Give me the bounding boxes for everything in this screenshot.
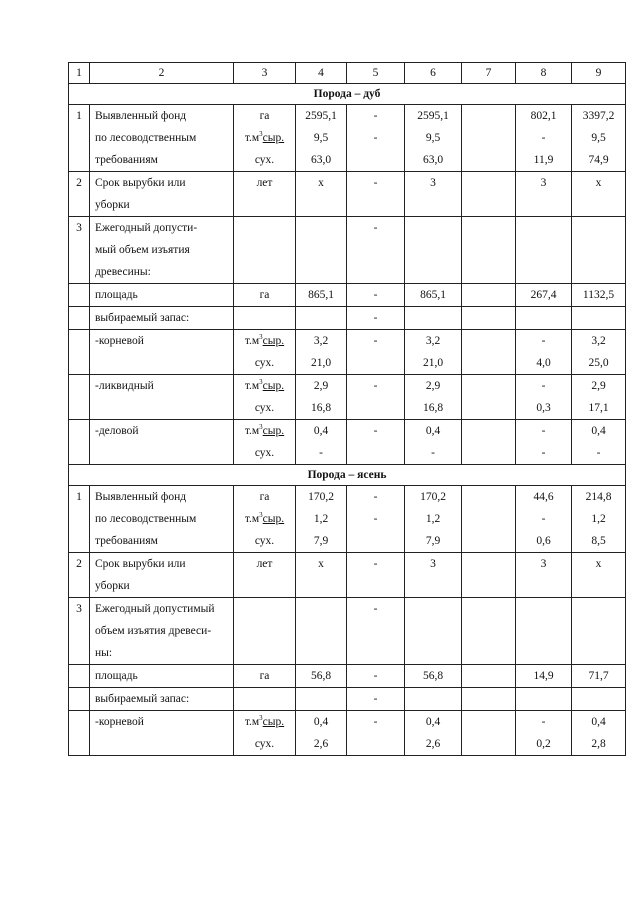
row-name: -деловой [90, 420, 234, 465]
value-cell: 3 [516, 553, 572, 598]
row-name: -корневой [90, 330, 234, 375]
value-cell: 1132,5 [572, 284, 626, 307]
value-cell: 3397,2 9,5 74,9 [572, 105, 626, 172]
value-cell: - [347, 284, 405, 307]
forest-fund-table [68, 62, 626, 756]
value-cell: 3 [405, 172, 462, 217]
value-cell: 2595,1 9,5 63,0 [405, 105, 462, 172]
value-cell: 267,4 [516, 284, 572, 307]
unit-cell: га $т.м^3сыр$. сух. [234, 105, 296, 172]
value-cell [462, 105, 516, 172]
value-cell [462, 486, 516, 553]
unit-cell: $т.м^3сыр$. сух. [234, 420, 296, 465]
section-oak-header [69, 84, 626, 105]
value-cell: - [347, 711, 405, 756]
col-header-5: 5 [347, 63, 405, 84]
row-number: 1 [69, 486, 90, 553]
table-row [69, 217, 626, 284]
value-cell: х [296, 553, 347, 598]
table-row [69, 284, 626, 307]
value-cell: 865,1 [296, 284, 347, 307]
value-cell: - [347, 217, 405, 284]
col-header-2: 2 [90, 63, 234, 84]
value-cell: 865,1 [405, 284, 462, 307]
value-cell: 44,6 - 0,6 [516, 486, 572, 553]
table-row [69, 553, 626, 598]
value-cell: х [572, 553, 626, 598]
row-name: выбираемый запас: [90, 688, 234, 711]
table-row [69, 665, 626, 688]
row-number: 3 [69, 217, 90, 284]
value-cell: - [347, 375, 405, 420]
col-header-1: 1 [69, 63, 90, 84]
row-name: Ежегодный допустимый объем изъятия древеси- ны: [90, 598, 234, 665]
value-cell: - [347, 688, 405, 711]
value-cell: 14,9 [516, 665, 572, 688]
value-cell: 3,2 21,0 [405, 330, 462, 375]
value-cell: 0,4 - [405, 420, 462, 465]
value-cell: 170,2 1,2 7,9 [405, 486, 462, 553]
value-cell: - - [516, 420, 572, 465]
unit-cell: лет [234, 172, 296, 217]
value-cell: 0,4 2,8 [572, 711, 626, 756]
table-row [69, 330, 626, 375]
table-row [69, 688, 626, 711]
col-header-3: 3 [234, 63, 296, 84]
value-cell: 0,4 - [572, 420, 626, 465]
value-cell: - 0,3 [516, 375, 572, 420]
value-cell: - [347, 420, 405, 465]
table-row [69, 105, 626, 172]
table-row [69, 420, 626, 465]
col-header-4: 4 [296, 63, 347, 84]
table-row [69, 375, 626, 420]
unit-cell: $т.м^3сыр$. сух. [234, 330, 296, 375]
row-name: -корневой [90, 711, 234, 756]
row-name: площадь [90, 284, 234, 307]
value-cell: 71,7 [572, 665, 626, 688]
table-row [69, 711, 626, 756]
value-cell: - - [347, 486, 405, 553]
unit-cell: $т.м^3сыр$. сух. [234, 375, 296, 420]
unit-cell: $т.м^3сыр$. сух. [234, 711, 296, 756]
unit-cell: га $т.м^3сыр$. сух. [234, 486, 296, 553]
value-cell: 3 [516, 172, 572, 217]
value-cell: 0,4 - [296, 420, 347, 465]
row-name: выбираемый запас: [90, 307, 234, 330]
value-cell: 2,9 16,8 [405, 375, 462, 420]
value-cell: 56,8 [296, 665, 347, 688]
col-header-9: 9 [572, 63, 626, 84]
row-number: 1 [69, 105, 90, 172]
value-cell: 3,2 21,0 [296, 330, 347, 375]
section-ash-header [69, 465, 626, 486]
value-cell: 2,9 16,8 [296, 375, 347, 420]
row-name: Выявленный фонд по лесоводственным требованиям [90, 105, 234, 172]
value-cell: 802,1 - 11,9 [516, 105, 572, 172]
value-cell: - [347, 172, 405, 217]
value-cell: - [347, 665, 405, 688]
row-number: 3 [69, 598, 90, 665]
value-cell: - - [347, 105, 405, 172]
row-name: Выявленный фонд по лесоводственным требованиям [90, 486, 234, 553]
row-name: Срок вырубки или уборки [90, 172, 234, 217]
table-row [69, 598, 626, 665]
unit-cell: га [234, 665, 296, 688]
row-name: площадь [90, 665, 234, 688]
col-header-6: 6 [405, 63, 462, 84]
value-cell: х [296, 172, 347, 217]
value-cell: - 4,0 [516, 330, 572, 375]
value-cell: 2595,1 9,5 63,0 [296, 105, 347, 172]
unit-cell: лет [234, 553, 296, 598]
column-header-row [69, 63, 626, 84]
section-title: Порода – ясень [69, 465, 626, 486]
table-row [69, 172, 626, 217]
value-cell: - 0,2 [516, 711, 572, 756]
value-cell: - [347, 553, 405, 598]
value-cell: 3 [405, 553, 462, 598]
row-number: 2 [69, 553, 90, 598]
table-row [69, 307, 626, 330]
row-number: 2 [69, 172, 90, 217]
value-cell: 2,9 17,1 [572, 375, 626, 420]
value-cell: - [347, 330, 405, 375]
row-name: Ежегодный допусти- мый объем изъятия древесины: [90, 217, 234, 284]
value-cell: 214,8 1,2 8,5 [572, 486, 626, 553]
value-cell: х [572, 172, 626, 217]
col-header-7: 7 [462, 63, 516, 84]
value-cell: 0,4 2,6 [405, 711, 462, 756]
row-name: -ликвидный [90, 375, 234, 420]
value-cell: - [347, 307, 405, 330]
value-cell: 0,4 2,6 [296, 711, 347, 756]
value-cell: 3,2 25,0 [572, 330, 626, 375]
col-header-8: 8 [516, 63, 572, 84]
row-name: Срок вырубки или уборки [90, 553, 234, 598]
value-cell: 56,8 [405, 665, 462, 688]
value-cell [462, 172, 516, 217]
section-title: Порода – дуб [69, 84, 626, 105]
value-cell [462, 553, 516, 598]
value-cell: 170,2 1,2 7,9 [296, 486, 347, 553]
table-row [69, 486, 626, 553]
value-cell: - [347, 598, 405, 665]
unit-cell: га [234, 284, 296, 307]
